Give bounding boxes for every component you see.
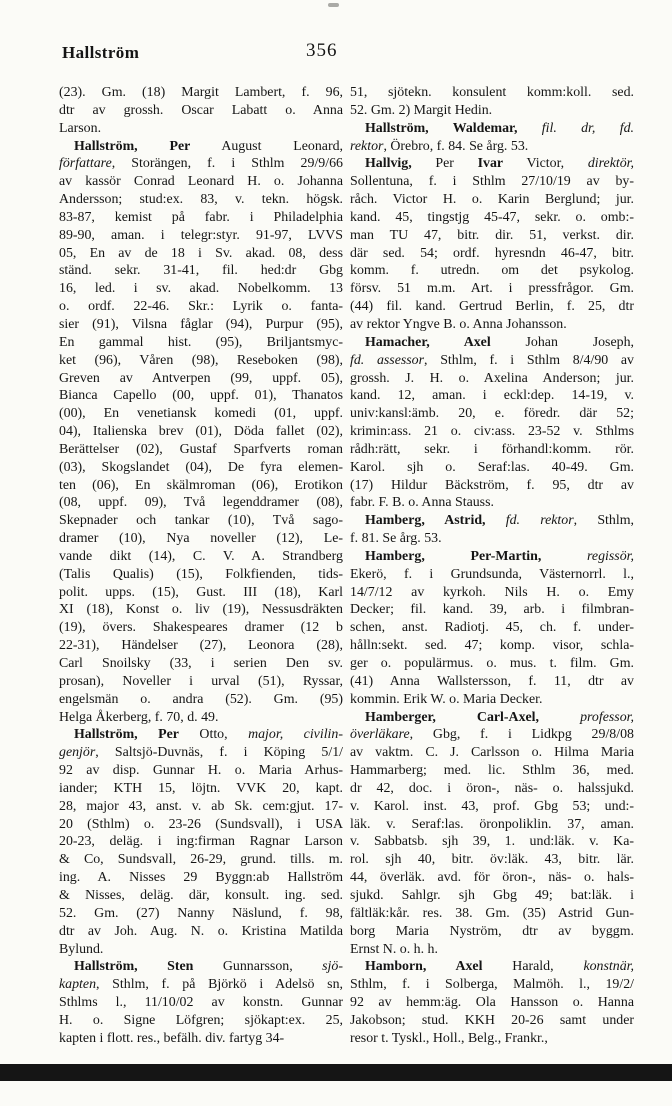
entry-text: 14/7/12 av kyrkoh. Nils H. o. Emy [350,584,634,600]
entry-name: Hamberg, Per-Martin, [365,548,542,564]
text-line [59,655,343,673]
entry-text: 89-90, aman. i telegr:styr. 91-97, LVVS [59,227,343,243]
text-line [59,441,343,459]
text-line [59,994,343,1012]
entry-paragraph [350,512,634,548]
entry-text: (00), En venetiansk komedi (01, uppf. [59,406,343,422]
entry-title: rektor [350,138,384,154]
entry-text: komm. f. utredn. om det psykolog. [350,263,634,279]
text-line [350,262,634,280]
text-line [59,334,343,352]
text-line [59,798,343,816]
text-line [350,798,634,816]
entry-title: fil. dr, fd. [541,120,634,136]
entry-text: XI (18), Konst o. liv (19), Nessusdräkten [59,602,343,618]
text-line [59,851,343,869]
text-line [59,209,343,227]
text-line [350,512,634,530]
entry-text: försv. 51 m.m. Art. i pressfrågor. Gm. [350,281,634,297]
entry-text: , Sthlm, f. i Sthlm 8/4/90 av [424,352,634,368]
entry-name: Hamberg, Astrid, [365,513,486,529]
entry-name: Hamberger, Carl-Axel, [365,709,540,725]
entry-text: dtr av Joh. Aug. N. o. Kristina Matilda [59,923,343,939]
entry-text [486,513,506,528]
entry-text: av vaktm. C. J. Carlsson o. Hilma Maria [350,745,634,761]
entry-paragraph [350,958,634,1047]
entry-title: konstnär, [583,959,634,975]
text-line [350,548,634,566]
entry-text: v. Sabbatsb. sjh 39, 1. und:läk. v. Ka- [350,834,634,850]
text-line [350,887,634,905]
entry-paragraph [350,709,634,959]
entry-text: borg Maria Nyström, dtr av byggm. [350,923,634,939]
text-line [350,138,634,156]
entry-paragraph [59,84,343,138]
text-line [350,744,634,762]
entry-paragraph [59,958,343,1047]
text-line [350,191,634,209]
entry-paragraph [350,334,634,512]
entry-text: 51, sjötekn. konsulent komm:koll. sed. [350,85,634,100]
scan-speck [328,3,339,7]
text-line [350,816,634,834]
entry-text: kand. 45, tingstjg 45-47, sekr. o. omb:- [350,209,634,225]
text-line [350,298,634,316]
entry-text: sjukd. Sahlgr. sjh Gbg 49; bat:läk. i [350,887,634,903]
entry-text: 92 av hemm:äg. Ola Hansson o. Hanna [350,995,634,1011]
entry-text: läk. v. Seraf:las. öronpoliklin. 37, aman. [350,816,634,832]
text-line [350,923,634,941]
text-line [350,1012,634,1030]
entry-text: ket (96), Våren (98), Reseboken (98), [59,352,343,368]
entry-text: o. ordf. 22-46. Skr.: Lyrik o. fanta- [59,299,343,315]
text-line [350,530,634,548]
entry-title: överläkare [350,727,410,743]
text-line [350,780,634,798]
entry-text: krimin:ass. 21 o. civ:ass. 23-52 v. Sthlms [350,424,634,440]
text-line [59,637,343,655]
entry-text: 44, överläk. avd. för öron-, näs- o. hals- [350,870,634,886]
running-header: Hallström [62,43,140,62]
entry-text: kand. 12, aman. i eckl:dep. 14-19, v. [350,388,634,404]
entry-paragraph [350,155,634,333]
text-line [59,833,343,851]
entry-text: Johan Joseph, [490,334,634,350]
entry-text: fabr. F. B. o. Anna Stauss. [350,495,494,511]
entry-text: kommin. Erik W. o. Maria Decker. [350,691,543,707]
text-line [350,637,634,655]
text-line [350,352,634,370]
entry-text: 20 (Sthlm) o. 23-26 (Sundsvall), i USA [59,816,343,832]
entry-text: sier (91), Vilsna fåglar (94), Purpur (95), [59,316,343,332]
text-line [350,477,634,495]
text-line [350,833,634,851]
scan-edge-band [0,1064,672,1081]
entry-text: råch. Victor H. o. Karin Berglund; jur. [350,192,634,208]
entry-text: Karol. sjh o. Seraf:las. 40-49. Gm. [350,459,634,475]
entry-text: Harald, [482,959,584,975]
text-line [350,726,634,744]
text-line [59,941,343,959]
text-line [59,316,343,334]
entry-title: regissör, [587,548,634,564]
entry-text: rol. sjh 40, bitr. öv:läk. 43, bitr. lär. [350,852,634,868]
entry-text: 92 av disp. Gunnar H. o. Maria Arhus- [59,763,343,779]
text-line [59,155,343,173]
text-line [59,370,343,388]
text-line [350,370,634,388]
text-line [350,405,634,423]
entry-text: (17) Hildur Bäckström, f. 95, dtr av [350,477,634,493]
entry-text: man TU 47, bitr. dir. 51, verkst. dir. [350,227,634,243]
entry-text: Per [411,156,478,172]
entry-text: 52. Gm. 2) Margit Hedin. [350,102,493,118]
text-line [59,976,343,994]
text-line [350,173,634,191]
entry-text: , Gbg, f. i Lidkpg 29/8/08 [409,727,634,743]
entry-text: iander; KTH 15, löjtn. VVK 20, kapt. [59,780,343,796]
entry-text: Victor, [503,156,588,172]
text-line [59,423,343,441]
text-line [350,102,634,120]
text-line [350,155,634,173]
entry-text: H. o. Signe Löfgren; sjökapt:ex. 25, [59,1012,343,1028]
entry-text: Larson. [59,120,102,136]
entry-name: Hamborn, Axel [365,959,483,975]
entry-text [539,710,580,725]
entry-text [517,121,541,136]
entry-text: schen, anst. Radiotj. 45, ch. f. under- [350,620,634,636]
entry-text: 83-87, kemist på fabr. i Philadelphia [59,209,343,225]
column-right [350,84,634,1048]
entry-title: direktör, [587,156,635,172]
entry-text: fältläk:kår. res. 38. Gm. (35) Astrid Gun- [350,905,634,921]
entry-text: , Sthlm, [573,513,634,529]
entry-paragraph [350,84,634,120]
entry-text [541,549,587,564]
entry-text: August Leonard, [190,138,343,154]
text-line [350,584,634,602]
entry-text: ständ. sekr. 31-41, fil. hed:dr Gbg [59,263,343,279]
entry-text: (Talis Qualis) (15), Folkfienden, tids- [59,566,343,582]
entry-text: 22-31), Händelser (27), Leonora (28), [59,638,343,654]
text-line [59,673,343,691]
text-line [59,691,343,709]
entry-text: hålln:sekt. sed. 47; komp. visor, schla- [350,638,634,654]
text-line [350,673,634,691]
entry-text: dtr av grossh. Oscar Labatt o. Anna [59,102,343,118]
entry-text: , Örebro, f. 84. Se årg. 53. [383,138,529,154]
entry-text: prosan), Noveller i urval (51), Ryssar, [59,673,343,689]
entry-text: Carl Snoilsky (33, i serien Den sv. [59,656,343,671]
text-line [59,869,343,887]
entry-name: Ivar [477,156,504,172]
text-line [350,619,634,637]
text-line [59,459,343,477]
text-line [350,84,634,102]
text-line [59,494,343,512]
text-line [59,120,343,138]
entry-paragraph [59,138,343,727]
text-line [350,120,634,138]
entry-text: 28, major 43, anst. v. ab Sk. cem:gjut. 17- [59,798,343,814]
entry-text: vande dikt (14), C. V. A. Strandberg [59,548,343,564]
entry-text: & Co, Sundsvall, 26-29, grund. tills. m. [59,852,343,868]
entry-text: dr 42, doc. i öron-, näs- o. halssjukd. [350,780,634,796]
text-line [59,744,343,762]
text-line [59,84,343,102]
text-line [350,245,634,263]
text-line [350,851,634,869]
text-line [350,762,634,780]
text-line [59,780,343,798]
entry-text: polit. upps. (15), Gust. III (18), Karl [59,584,343,600]
entry-name: Hallström, Per [74,727,179,743]
text-line [59,726,343,744]
entry-name: Hamacher, Axel [365,334,491,350]
text-line [350,209,634,227]
entry-text: av kassör Conrad Leonard H. o. Johanna [59,174,343,190]
entry-text: Bianca Capello (00, uppf. 01), Thanatos [59,388,343,404]
text-line [59,584,343,602]
entry-paragraph [350,120,634,156]
text-line [350,691,634,709]
entry-text: Jakobson; stud. KKH 20-26 samt under [350,1012,634,1028]
text-line [350,280,634,298]
entry-text: ten (06), En skälmroman (06), Erotikon [59,477,343,493]
text-line [59,173,343,191]
entry-paragraph [350,548,634,709]
text-line [350,316,634,334]
text-line [59,387,343,405]
entry-text: 04), Italienska brev (01), Döda fallet (02), [59,424,343,440]
entry-text: rådh:rätt, sekr. i förhandl:komm. rör. [350,441,634,457]
entry-text: ger o. populärmus. o. mus. t. film. Gm. [350,656,634,671]
entry-text: (03), Skogslandet (04), De fyra elemen- [59,459,343,475]
entry-text: där sed. 54; ordf. hyresndn 46-47, bitr. [350,245,634,261]
entry-text: Andersson; stud:ex. 83, v. tekn. högsk. [59,192,343,208]
entry-text: (23). Gm. (18) Margit Lambert, f. 96, [59,85,343,100]
text-line [350,905,634,923]
text-line [59,512,343,530]
entry-name: Hallström, Per [74,138,191,154]
text-line [59,352,343,370]
entry-text: Gunnarsson, [193,959,323,975]
text-line [350,655,634,673]
text-line [59,548,343,566]
entry-text: engelsmän o. andra (52). Gm. (95) [59,691,343,707]
entry-text: Skepnader och tankar (10), Två sago- [59,513,343,529]
entry-title: genjör [59,745,96,761]
entry-text: Helga Åkerberg, f. 70, d. 49. [59,709,219,725]
entry-text: Otto, [178,727,249,743]
text-line [59,530,343,548]
text-line [350,334,634,352]
text-line [59,245,343,263]
entry-text: Ekerö, f. i Grundsunda, Västernorrl. l., [350,566,634,582]
entry-title: major, civilin- [248,727,343,743]
text-line [59,762,343,780]
entry-text: (19), övers. Shakespeares dramer (12 b [59,620,343,636]
entry-title: fd. assessor [350,352,425,368]
entry-text: (08, uppf. 09), Två legenddramer (08), [59,495,343,511]
text-line [59,298,343,316]
entry-text: 52. Gm. (27) Nanny Näslund, f. 98, [59,905,343,921]
text-line [59,280,343,298]
entry-text: dramer (10), Nya noveller (12), Le- [59,531,343,547]
page-number: 356 [306,40,338,61]
text-line [59,1030,343,1048]
entry-text: Bylund. [59,941,104,957]
entry-name: Hallvig, [365,156,412,172]
text-line [59,102,343,120]
entry-text: Decker; fil. kand. 39, arb. i filmbran- [350,602,634,618]
entry-text: (41) Anna Wallstersson, f. 11, dtr av [350,673,634,689]
text-line [59,566,343,584]
text-line [59,601,343,619]
text-line [350,387,634,405]
text-line [59,227,343,245]
text-line [59,816,343,834]
entry-text: Sthlm, f. i Solberga, Malmöh. l., 19/2/ [350,977,634,993]
entry-title: professor, [580,709,634,725]
text-line [59,709,343,727]
text-line [59,923,343,941]
text-line [350,494,634,512]
entry-text: resor t. Tyskl., Holl., Belg., Frankr., [350,1030,548,1046]
entry-text: 05, En av de 18 i Sv. akad. 08, dess [59,245,343,261]
text-line [350,601,634,619]
text-line [350,994,634,1012]
text-line [59,1012,343,1030]
text-line [59,887,343,905]
entry-text: , Saltsjö-Duvnäs, f. i Köping 5/1/ [95,745,343,761]
entry-text: f. 81. Se årg. 53. [350,531,442,547]
column-left [59,84,343,1048]
text-line [59,191,343,209]
entry-text: Berättelser (02), Gustaf Sparfverts roman [59,441,343,457]
entry-title: författare [59,156,112,172]
text-line [59,905,343,923]
entry-text: , Sthlm, f. på Björkö i Adelsö sn, [96,977,343,993]
text-line [59,619,343,637]
entry-title: sjö- [322,959,343,975]
entry-text: av rektor Yngve B. o. Anna Johansson. [350,316,567,332]
entry-text: (44) fil. kand. Gertrud Berlin, f. 25, dtr [350,299,634,315]
entry-title: fd. rektor [505,513,574,529]
text-line [350,566,634,584]
entry-text: Ernst N. o. h. h. [350,941,438,957]
text-line [350,976,634,994]
text-line [59,405,343,423]
text-line [350,941,634,959]
entry-name: Hallström, Sten [74,959,194,975]
entry-text: Greven av Antverpen (99, uppf. 05), [59,370,343,386]
text-line [350,227,634,245]
text-line [59,477,343,495]
entry-text: 16, led. i sv. akad. Nobelkomm. 13 [59,281,343,297]
entry-text: grossh. J. H. o. Axelina Anderson; jur. [350,370,634,386]
entry-text: v. Karol. inst. 43, prof. Gbg 53; und:- [350,798,634,814]
entry-text: univ:kansl:ämb. 20, e. föredr. där 52; [350,406,634,422]
text-line [59,138,343,156]
entry-text: Hammarberg; med. lic. Sthlm 36, med. [350,763,634,779]
entry-text: Sollentuna, f. i Sthlm 27/10/19 av by- [350,174,634,190]
entry-text: 20-23, deläg. i ing:firman Ragnar Larson [59,834,343,850]
entry-paragraph [59,726,343,958]
text-line [59,262,343,280]
text-line [350,459,634,477]
text-line [350,423,634,441]
entry-text: ing. A. Nisses 29 Byggn:ab Hallström [59,870,343,886]
entry-text: kapten i flott. res., befälh. div. fartyg 34- [59,1030,285,1046]
text-line [350,709,634,727]
text-line [350,958,634,976]
entry-text: , Storängen, f. i Sthlm 29/9/66 [111,156,343,172]
text-line [350,1030,634,1048]
text-line [59,958,343,976]
entry-name: Hallström, Waldemar, [365,120,518,136]
entry-text: En gammal hist. (95), Briljantsmyc- [59,334,343,350]
entry-title: kapten [59,977,97,993]
text-line [350,869,634,887]
entry-text: Sthlms l., 11/10/02 av konstn. Gunnar [59,995,343,1011]
text-line [350,441,634,459]
entry-text: & Nisses, deläg. där, konsult. ing. sed. [59,887,343,903]
